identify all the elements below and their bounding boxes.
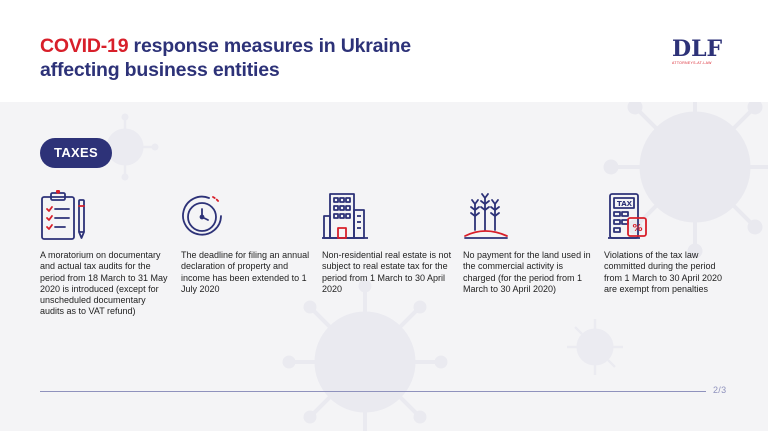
page-title bbox=[40, 34, 411, 82]
svg-text:TAX: TAX bbox=[617, 200, 633, 208]
logo-text: DLF bbox=[672, 36, 723, 62]
virus-decoration-icon bbox=[280, 277, 450, 431]
page-number: 2/3 bbox=[713, 385, 727, 395]
building-icon bbox=[322, 190, 370, 242]
header-area bbox=[0, 0, 768, 102]
measure-text: A moratorium on documentary and actual tax audits for the period from 18 March to 31 May 2020 is introduced (except for unscheduled documentary audits as to VAT refund) bbox=[40, 250, 168, 317]
virus-decoration-icon bbox=[560, 312, 630, 382]
dlf-logo bbox=[672, 38, 732, 68]
measure-item bbox=[322, 190, 454, 295]
logo-subtext: ATTORNEYS-AT-LAW bbox=[672, 61, 712, 65]
wheat-field-icon bbox=[463, 190, 511, 242]
measure-text: No payment for the land used in the commercial activity is charged (for the period from 1 March to 30 April 2020) bbox=[463, 250, 591, 294]
measure-item bbox=[463, 190, 595, 295]
checklist-clipboard-icon bbox=[40, 190, 88, 242]
measure-item bbox=[40, 190, 172, 318]
title-highlight: COVID-19 bbox=[40, 35, 129, 57]
title-line-2: affecting business entities bbox=[40, 59, 280, 81]
measure-item bbox=[181, 190, 313, 295]
svg-text:%: % bbox=[632, 223, 643, 234]
section-pill-taxes: TAXES bbox=[40, 138, 112, 168]
measure-text: The deadline for filing an annual declaration of property and income has been extended to 1 July 2020 bbox=[181, 250, 310, 294]
title-rest: response measures in Ukraine bbox=[128, 35, 411, 57]
content-area bbox=[0, 102, 768, 431]
measure-text: Non-residential real estate is not subject to real estate tax for the period from 1 March to 30 April 2020 bbox=[322, 250, 452, 294]
clock-icon bbox=[181, 190, 229, 242]
footer-divider bbox=[40, 391, 706, 392]
measure-item bbox=[604, 190, 736, 295]
measure-text: Violations of the tax law committed during the period from 1 March to 30 April 2020 are exempt from penalties bbox=[604, 250, 723, 294]
tax-calculator-icon bbox=[604, 190, 652, 242]
